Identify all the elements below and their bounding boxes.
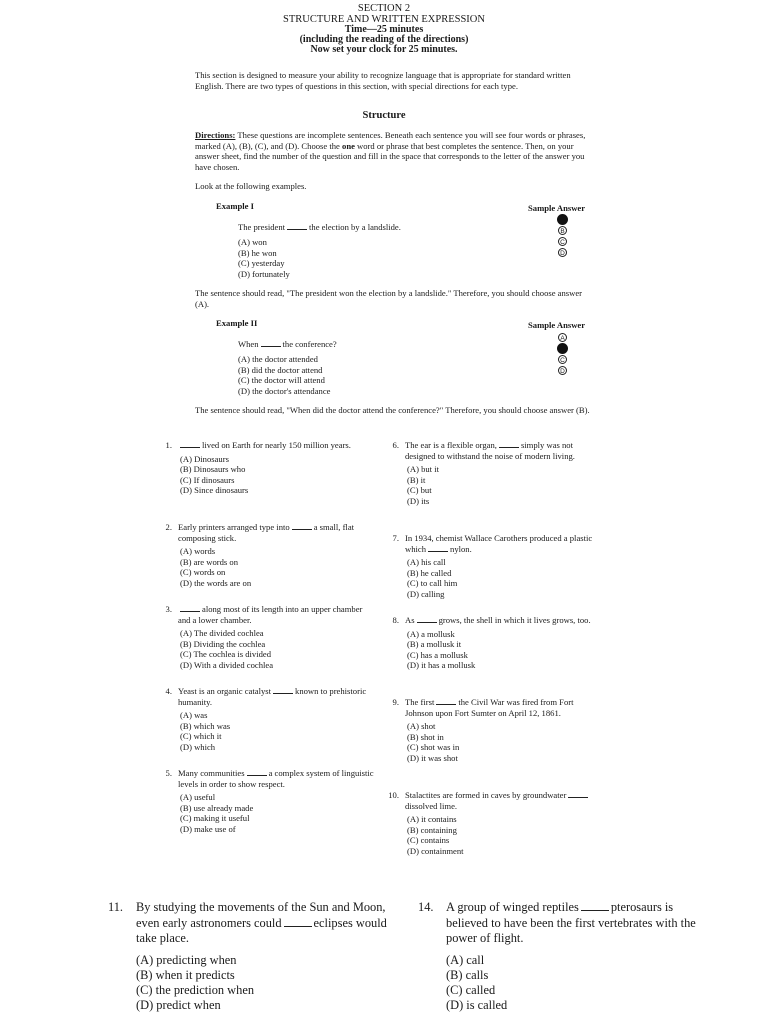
option: (C) the doctor will attend	[238, 375, 325, 385]
question-stem-a: Stalactites are formed in caves by groundwater	[405, 790, 567, 800]
question-number: 4.	[165, 686, 172, 696]
option: (C) The cochlea is divided	[180, 649, 272, 659]
question-number: 3.	[165, 604, 172, 614]
option: (D) it was shot	[407, 752, 458, 763]
intro-paragraph: This section is designed to measure your ability to recognize language that is appropriate for standard written English. There are two types of questions in this section, with special directions for each type.	[195, 70, 571, 91]
option: (C) words on	[180, 567, 226, 577]
option: (B) Dividing the cochlea	[180, 638, 266, 649]
question-9	[385, 697, 595, 763]
option: (C) contains	[407, 835, 450, 845]
question-7	[385, 533, 595, 599]
option: (B) when it predicts	[136, 967, 235, 982]
question-stem-b: a complex system of linguistic levels in order to show respect.	[178, 768, 374, 789]
answer-blank	[284, 916, 312, 927]
question-stem-a: Yeast is an organic catalyst	[178, 686, 272, 696]
answer-blank	[436, 697, 456, 705]
question-stem-a: A group of winged reptiles	[446, 900, 579, 914]
option: (C) making it useful	[180, 813, 250, 823]
option: (D) the doctor's attendance	[238, 385, 331, 396]
answer-bubble: D	[558, 248, 567, 257]
option: (D) its	[407, 495, 430, 506]
section-header	[0, 3, 768, 55]
structure-heading: Structure	[362, 110, 406, 121]
look-examples: Look at the following examples.	[195, 181, 307, 191]
answer-bubble-filled	[557, 343, 568, 354]
example-1-stem-a: The president	[238, 222, 286, 232]
option: (A) call	[446, 952, 485, 967]
option: (C) yesterday	[238, 258, 285, 268]
directions-paragraph	[195, 130, 595, 172]
example-2-stem-b: the conference?	[282, 339, 337, 349]
question-stem-b: simply was not designed to withstand the noise of modern living.	[405, 440, 575, 461]
question-number: 9.	[392, 697, 399, 707]
example-2-label: Example II	[216, 318, 258, 328]
directions-label: Directions:	[195, 130, 236, 140]
option: (A) a mollusk	[407, 628, 455, 639]
option: (C) but	[407, 485, 432, 495]
answer-bubble: B	[558, 226, 567, 235]
example-1-sample-answer: Sample Answer	[528, 203, 586, 213]
clock-note: Now set your clock for 25 minutes.	[310, 44, 458, 55]
option: (B) did the doctor attend	[238, 364, 323, 375]
question-14	[418, 900, 718, 1013]
option: (B) a mollusk it	[407, 639, 462, 649]
example-2-stem-a: When	[238, 339, 259, 349]
question-stem-b: eclipses would take place.	[136, 915, 387, 945]
option: (C) called	[446, 982, 496, 997]
option: (B) containing	[407, 824, 457, 835]
option: (D) the words are on	[180, 577, 252, 588]
question-stem-b: nylon.	[450, 543, 472, 554]
question-2	[158, 522, 376, 588]
example-1-explanation: The sentence should read, "The president won the election by a landslide." Therefore, you should choose answer (A).	[195, 288, 583, 309]
example-2-options	[238, 354, 330, 396]
answer-blank	[428, 544, 448, 552]
question-stem-b: a small, flat composing stick.	[178, 522, 355, 543]
option: (C) the prediction when	[136, 982, 255, 997]
option: (A) Dinosaurs	[180, 453, 229, 464]
option: (D) Since dinosaurs	[180, 485, 249, 495]
question-stem-b: known to prehistoric humanity.	[178, 686, 367, 707]
option: (A) shot	[407, 721, 436, 731]
option: (D) containment	[407, 845, 464, 856]
question-number: 11.	[108, 900, 124, 914]
option: (B) shot in	[407, 731, 444, 742]
question-number: 14.	[418, 900, 434, 914]
directions-text-b: word or phrase that best completes the sentence. Then, on your answer sheet, find the number of the question and fill in the space that corresponds to the letter of the answer you have chosen.	[195, 140, 585, 172]
option: (C) shot was in	[407, 742, 460, 752]
answer-blank	[417, 615, 437, 623]
example-1-label: Example I	[216, 201, 254, 211]
question-stem-b: the Civil War was fired from Fort Johnson upon Fort Sumter on April 12, 1861.	[405, 697, 574, 718]
question-stem-b: pterosaurs is believed to have been the first vertebrates with the power of flight.	[446, 900, 696, 945]
answer-blank	[568, 790, 588, 798]
example-1-stem	[238, 222, 401, 233]
answer-bubble-filled	[557, 214, 568, 225]
question-3	[158, 604, 376, 670]
answer-blank	[273, 686, 293, 694]
option: (A) the doctor attended	[238, 354, 318, 364]
answer-blank	[180, 440, 200, 448]
question-stem-b: lived on Earth for nearly 150 million years.	[202, 440, 351, 450]
question-stem-a: In 1934, chemist Wallace Carothers produced a plastic which	[405, 533, 593, 554]
question-number: 2.	[165, 522, 172, 532]
question-4	[158, 686, 376, 752]
question-stem-a: Early printers arranged type into	[178, 522, 290, 532]
directions-text-a: These questions are incomplete sentences. Beneath each sentence you will see four words or phrases, marked (A), (B), (C), and (D). Choose the	[195, 130, 586, 151]
example-1-options	[238, 237, 290, 279]
question-10	[385, 790, 595, 856]
option: (A) The divided cochlea	[180, 628, 264, 638]
example-1-stem-b: the election by a landslide.	[309, 222, 401, 232]
answer-blank	[287, 222, 307, 230]
option: (A) but it	[407, 464, 439, 474]
question-stem-b: dissolved lime.	[405, 800, 458, 811]
answer-blank	[261, 339, 281, 347]
question-number: 8.	[392, 615, 399, 625]
option: (A) predicting when	[136, 952, 237, 967]
example-2-explanation: The sentence should read, "When did the doctor attend the conference?" Therefore, you should choose answer (B).	[195, 405, 590, 415]
answer-bubble: C	[558, 237, 567, 246]
option: (A) was	[180, 710, 208, 720]
answer-blank	[581, 900, 609, 911]
question-stem-a: The ear is a flexible organ,	[405, 440, 497, 450]
answer-bubble: D	[558, 366, 567, 375]
section-title: STRUCTURE AND WRITTEN EXPRESSION	[283, 14, 485, 25]
option: (B) Dinosaurs who	[180, 464, 246, 474]
question-number: 7.	[392, 533, 399, 543]
section-number: SECTION 2	[357, 3, 411, 14]
option: (B) are words on	[180, 556, 238, 567]
example-2-sample-answer: Sample Answer	[528, 320, 586, 330]
including-note: (including the reading of the directions)	[299, 34, 469, 45]
question-1	[158, 440, 376, 496]
option: (B) it	[407, 474, 426, 485]
question-5	[158, 768, 376, 834]
question-number: 1.	[165, 440, 172, 450]
answer-bubble: C	[558, 355, 567, 364]
time-limit: Time—25 minutes	[344, 24, 424, 35]
question-stem-b: along most of its length into an upper chamber and a lower chamber.	[178, 604, 363, 625]
option: (D) which	[180, 741, 216, 752]
question-number: 10.	[388, 790, 399, 800]
question-stem-b: grows, the shell in which it lives grows, too.	[438, 615, 591, 625]
question-8	[385, 615, 595, 671]
option: (C) to call him	[407, 578, 458, 588]
option: (A) his call	[407, 557, 446, 567]
question-stem-a: As	[405, 615, 415, 625]
option: (D) predict when	[136, 998, 221, 1013]
option: (C) which it	[180, 731, 222, 741]
question-stem-a: By studying the movements of the Sun and Moon, even early astronomers could	[136, 900, 386, 930]
option: (D) calling	[407, 588, 445, 599]
option: (D) fortunately	[238, 268, 290, 279]
option: (B) calls	[446, 967, 489, 982]
question-11	[108, 900, 393, 1013]
option: (C) If dinosaurs	[180, 474, 235, 485]
option: (B) he won	[238, 247, 277, 258]
option: (A) it contains	[407, 814, 457, 824]
directions-one: one	[342, 140, 355, 151]
option: (D) is called	[446, 998, 508, 1013]
question-number: 5.	[165, 768, 172, 778]
option: (B) which was	[180, 720, 231, 731]
option: (A) useful	[180, 792, 216, 802]
question-6	[385, 440, 595, 506]
option: (D) With a divided cochlea	[180, 659, 274, 670]
option: (D) it has a mollusk	[407, 660, 476, 670]
answer-blank	[180, 604, 200, 612]
answer-blank	[247, 768, 267, 776]
option: (C) has a mollusk	[407, 649, 468, 660]
question-stem-a: Many communities	[178, 768, 245, 778]
option: (A) won	[238, 237, 267, 247]
option: (A) words	[180, 546, 216, 556]
option: (D) make use of	[180, 823, 236, 834]
option: (B) use already made	[180, 802, 254, 813]
question-number: 6.	[392, 440, 399, 450]
question-stem-a: The first	[405, 697, 435, 707]
answer-bubble: A	[558, 333, 567, 342]
option: (B) he called	[407, 567, 452, 578]
answer-blank	[292, 522, 312, 530]
example-2-stem	[238, 339, 337, 350]
answer-blank	[499, 440, 519, 448]
